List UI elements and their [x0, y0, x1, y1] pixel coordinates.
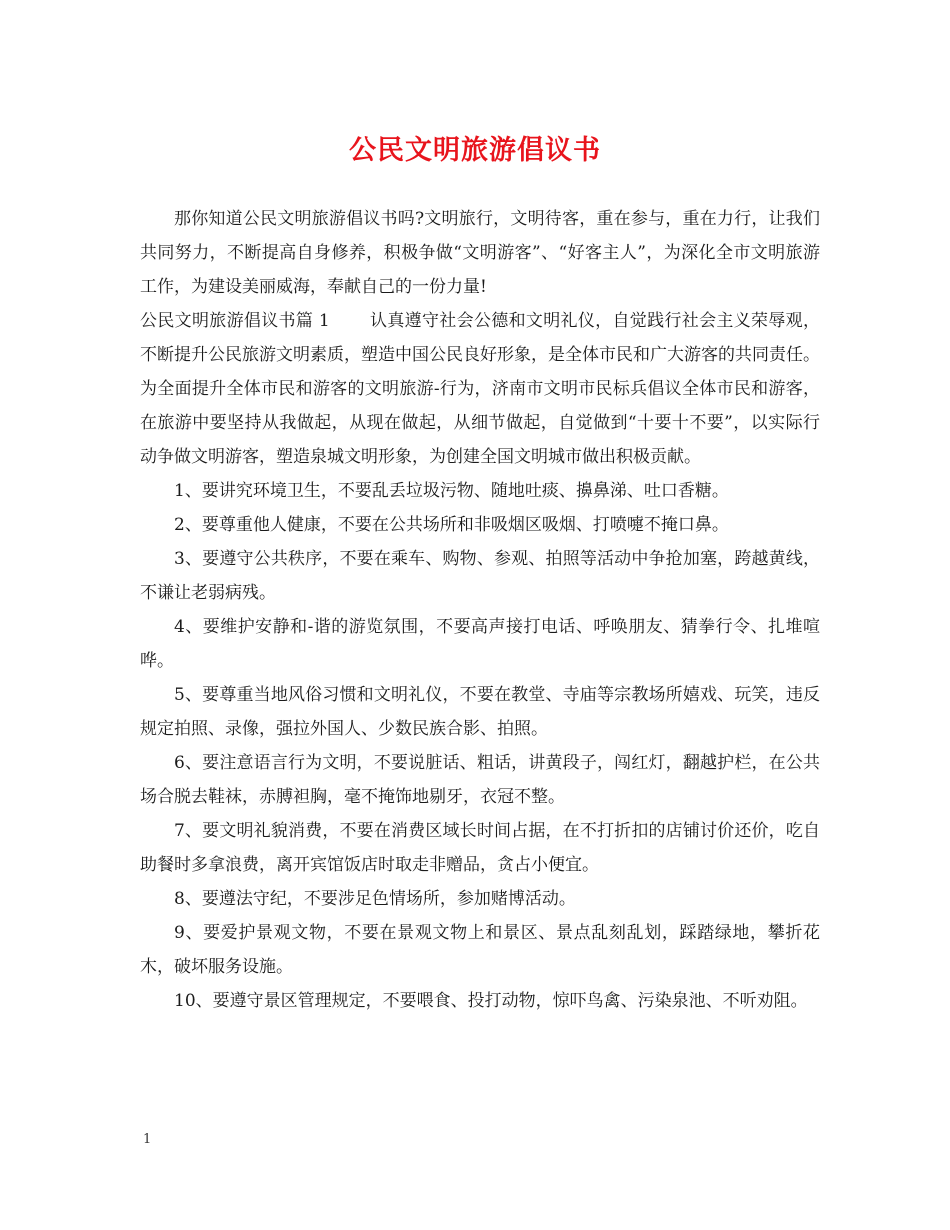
list-item: 6、要注意语言行为文明，不要说脏话、粗话，讲黄段子，闯红灯，翻越护栏，在公共场合脱去鞋袜，赤膊袒胸，毫不掩饰地剔牙，衣冠不整。	[140, 753, 820, 807]
section-paragraph	[140, 304, 820, 474]
document-title: 公民文明旅游倡议书	[349, 135, 601, 166]
list-item: 7、要文明礼貌消费，不要在消费区域长时间占据，在不打折扣的店铺讨价还价，吃自助餐时多拿浪费，离开宾馆饭店时取走非赠品，贪占小便宜。	[140, 821, 820, 875]
list-item: 1、要讲究环境卫生，不要乱丢垃圾污物、随地吐痰、擤鼻涕、吐口香糖。	[174, 481, 729, 501]
document-body	[140, 202, 820, 1018]
page-number: 1	[143, 1132, 152, 1147]
list-item: 4、要维护安静和-谐的游览氛围，不要高声接打电话、呼唤朋友、猜拳行令、扎堆喧哗。	[140, 617, 820, 671]
list-item: 10、要遵守景区管理规定，不要喂食、投打动物，惊吓鸟禽、污染泉池、不听劝阻。	[174, 991, 808, 1011]
list-item: 8、要遵法守纪，不要涉足色情场所，参加赌博活动。	[174, 889, 576, 909]
intro-paragraph: 那你知道公民文明旅游倡议书吗?文明旅行，文明待客，重在参与，重在力行，让我们共同努力，不断提高自身修养，积极争做“文明游客”、“好客主人”，为深化全市文明旅游工作，为建设美丽威海，奉献自己的一份力量!	[140, 209, 820, 297]
section-heading: 公民文明旅游倡议书篇 1	[140, 311, 330, 331]
list-item: 2、要尊重他人健康，不要在公共场所和非吸烟区吸烟、打喷嚏不掩口鼻。	[174, 515, 729, 535]
list-item: 9、要爱护景观文物，不要在景观文物上和景区、景点乱刻乱划，踩踏绿地，攀折花木，破坏服务设施。	[140, 923, 820, 977]
list-item: 3、要遵守公共秩序，不要在乘车、购物、参观、拍照等活动中争抢加塞，跨越黄线，不谦让老弱病残。	[140, 549, 820, 603]
list-item: 5、要尊重当地风俗习惯和文明礼仪，不要在教堂、寺庙等宗教场所嬉戏、玩笑，违反规定拍照、录像，强拉外国人、少数民族合影、拍照。	[140, 685, 820, 739]
section-intro: 认真遵守社会公德和文明礼仪，自觉践行社会主义荣辱观，不断提升公民旅游文明素质，塑造中国公民良好形象，是全体市民和广大游客的共同责任。为全面提升全体市民和游客的文明旅游-行为，济南市文明市民标兵倡议全体市民和游客，在旅游中要坚持从我做起，从现在做起，从细节做起，自觉做到“十要十不要”，以实际行动争做文明游客，塑造泉城文明形象，为创建全国文明城市做出积极贡献。	[140, 311, 820, 467]
